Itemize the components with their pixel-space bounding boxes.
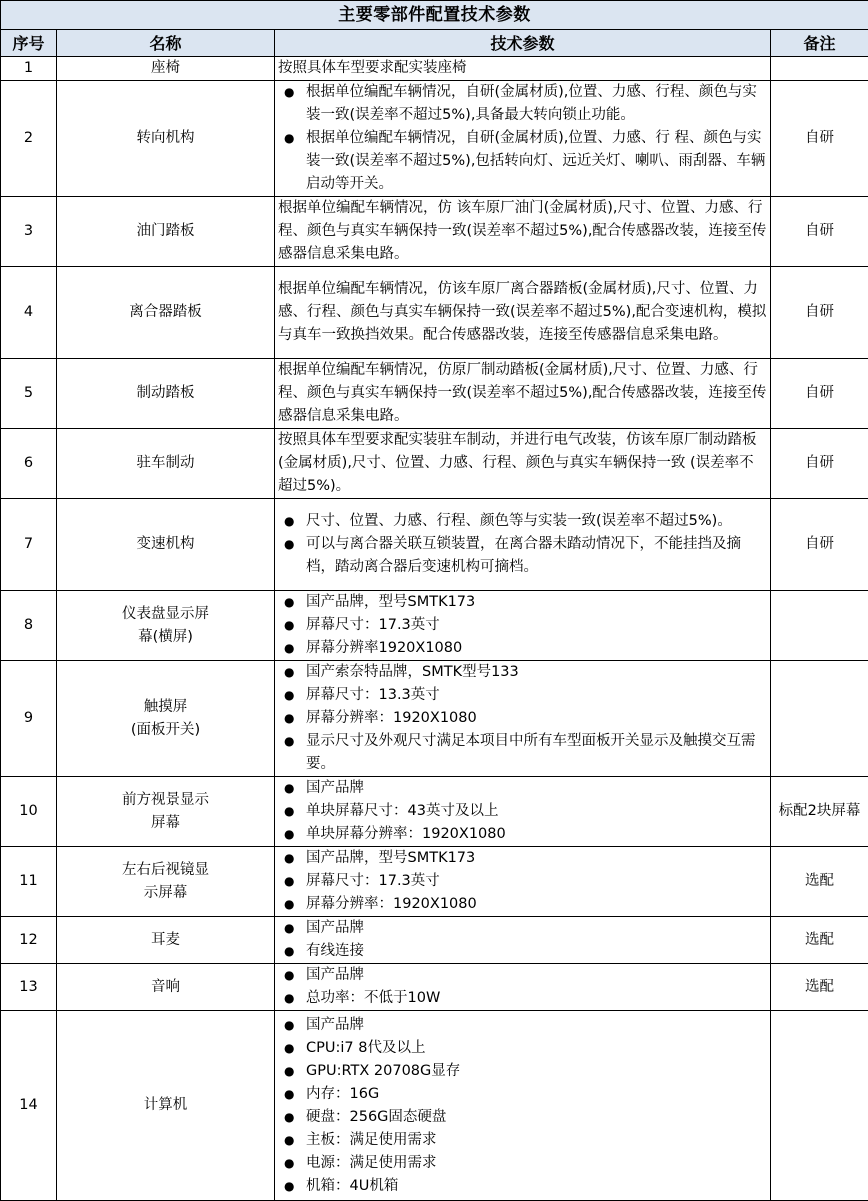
param-text: 根据单位编配车辆情况，仿该车原厂离合器踏板(金属材质),尺寸、位置、力感、行程、颜色与真实车辆保持一致(误差率不超过5%),配合变速机构，模拟与真车一致换挡效果。配合传感器改装，连接至传感器信息采集电路。 [278, 281, 766, 343]
table-row [1, 57, 868, 81]
row-number: 7 [1, 499, 57, 591]
table-row [1, 81, 868, 197]
param-list-item [306, 870, 767, 893]
table-row [1, 591, 868, 661]
row-number: 8 [1, 591, 57, 661]
bullet-icon: ● [284, 707, 294, 730]
param-text: 单块屏幕分辨率：1920X1080 [306, 826, 506, 842]
param-list-item [306, 893, 767, 916]
param-list-item [306, 81, 767, 127]
table-row [1, 1011, 868, 1201]
param-text: 有线连接 [306, 943, 364, 959]
bullet-icon: ● [284, 533, 294, 556]
bullet-icon: ● [284, 917, 294, 940]
component-name-line: 仪表盘显示屏 [60, 603, 271, 626]
note: 自研 [771, 81, 868, 197]
tech-params [275, 777, 771, 847]
row-number: 11 [1, 847, 57, 917]
param-list-item [306, 1037, 767, 1060]
param-text: 国产品牌 [306, 967, 364, 983]
component-name-line: 转向机构 [60, 127, 271, 150]
note [771, 57, 868, 81]
note: 自研 [771, 429, 868, 499]
component-name [57, 197, 275, 267]
component-name [57, 777, 275, 847]
param-text: 屏幕尺寸：17.3英寸 [306, 617, 440, 633]
row-number: 5 [1, 359, 57, 429]
param-text: 国产品牌 [306, 780, 364, 796]
component-name-line: 触摸屏 [60, 696, 271, 719]
row-number: 3 [1, 197, 57, 267]
bullet-icon: ● [284, 1175, 294, 1198]
tech-params [275, 429, 771, 499]
table-row [1, 499, 868, 591]
tech-params [275, 917, 771, 964]
component-name [57, 267, 275, 359]
tech-params [275, 81, 771, 197]
table-row [1, 964, 868, 1011]
component-name-line: 示屏幕 [60, 882, 271, 905]
row-number: 13 [1, 964, 57, 1011]
row-number: 10 [1, 777, 57, 847]
param-list-item [306, 800, 767, 823]
table-row [1, 267, 868, 359]
component-name-line: 制动踏板 [60, 382, 271, 405]
param-list-item [306, 614, 767, 637]
param-text: 根据单位编配车辆情况，自研(金属材质),位置、力感、行程、颜色与实装一致(误差率不超过5%),具备最大转向锁止功能。 [306, 84, 757, 123]
bullet-icon: ● [284, 1014, 294, 1037]
bullet-icon: ● [284, 800, 294, 823]
component-name-line: 耳麦 [60, 929, 271, 952]
param-text: 电源：满足使用需求 [306, 1155, 437, 1171]
param-text: GPU:RTX 20708G显存 [306, 1063, 460, 1079]
param-list [278, 510, 767, 579]
component-name [57, 964, 275, 1011]
bullet-icon: ● [284, 510, 294, 533]
param-text: 主板：满足使用需求 [306, 1132, 437, 1148]
row-number: 4 [1, 267, 57, 359]
param-list [278, 847, 767, 916]
tech-params [275, 964, 771, 1011]
component-name [57, 917, 275, 964]
component-name [57, 591, 275, 661]
component-name-line: 左右后视镜显 [60, 859, 271, 882]
tech-params [275, 359, 771, 429]
bullet-icon: ● [284, 964, 294, 987]
param-list-item [306, 847, 767, 870]
param-text: 国产品牌 [306, 1017, 364, 1033]
note: 选配 [771, 964, 868, 1011]
param-list-item [306, 1014, 767, 1037]
component-name-line: 变速机构 [60, 533, 271, 556]
param-text: 可以与离合器关联互锁装置，在离合器未踏动情况下，不能挂挡及摘档，踏动离合器后变速机构可摘档。 [306, 536, 741, 575]
param-list-item [306, 591, 767, 614]
bullet-icon: ● [284, 730, 294, 753]
header-no: 序号 [1, 30, 57, 57]
bullet-icon: ● [284, 987, 294, 1010]
param-list-item [306, 1060, 767, 1083]
param-text: 显示尺寸及外观尺寸满足本项目中所有车型面板开关显示及触摸交互需要。 [306, 733, 756, 772]
component-name-line: 计算机 [60, 1094, 271, 1117]
bullet-icon: ● [284, 1037, 294, 1060]
component-name [57, 359, 275, 429]
param-list [278, 661, 767, 776]
param-list-item [306, 127, 767, 196]
bullet-icon: ● [284, 940, 294, 963]
param-text: 根据单位编配车辆情况，仿 该车原厂油门(金属材质),尺寸、位置、力感、行程、颜色与真实车辆保持一致(误差率不超过5%),配合传感器改装，连接至传感器信息采集电路。 [278, 200, 766, 262]
param-list-item [306, 1106, 767, 1129]
bullet-icon: ● [284, 661, 294, 684]
param-text: 内存：16G [306, 1086, 379, 1102]
row-number: 12 [1, 917, 57, 964]
header-note: 备注 [771, 30, 868, 57]
param-text: 国产品牌，型号SMTK173 [306, 594, 475, 610]
param-list-item [306, 707, 767, 730]
param-list-item [306, 533, 767, 579]
param-list [278, 917, 767, 963]
component-name-line: 幕(横屏) [60, 626, 271, 649]
component-name-line: 座椅 [60, 57, 271, 80]
bullet-icon: ● [284, 870, 294, 893]
param-list-item [306, 1152, 767, 1175]
bullet-icon: ● [284, 637, 294, 660]
row-number: 9 [1, 661, 57, 777]
param-list-item [306, 1083, 767, 1106]
note: 自研 [771, 197, 868, 267]
param-text: 按照具体车型要求配实装座椅 [278, 60, 467, 76]
bullet-icon: ● [284, 1152, 294, 1175]
param-text: 屏幕分辨率1920X1080 [306, 640, 462, 656]
param-list-item [306, 1175, 767, 1198]
param-text: 屏幕尺寸：13.3英寸 [306, 687, 440, 703]
param-list-item [306, 1129, 767, 1152]
bullet-icon: ● [284, 1129, 294, 1152]
param-list-item [306, 940, 767, 963]
param-list-item [306, 637, 767, 660]
row-number: 6 [1, 429, 57, 499]
component-name-line: 屏幕 [60, 812, 271, 835]
table-row [1, 777, 868, 847]
tech-params [275, 847, 771, 917]
param-text: 国产索奈特品牌，SMTK型号133 [306, 664, 519, 680]
param-list-item [306, 823, 767, 846]
note [771, 591, 868, 661]
tech-params [275, 197, 771, 267]
table-row [1, 847, 868, 917]
component-name [57, 57, 275, 81]
param-list-item [306, 661, 767, 684]
tech-params [275, 661, 771, 777]
param-list-item [306, 917, 767, 940]
note: 自研 [771, 267, 868, 359]
param-text: 硬盘：256G固态硬盘 [306, 1109, 446, 1125]
tech-params [275, 591, 771, 661]
table-row [1, 429, 868, 499]
param-list [278, 81, 767, 196]
param-text: 屏幕分辨率：1920X1080 [306, 710, 477, 726]
header-name: 名称 [57, 30, 275, 57]
component-name [57, 1011, 275, 1201]
bullet-icon: ● [284, 684, 294, 707]
component-name [57, 81, 275, 197]
param-list-item [306, 684, 767, 707]
component-name [57, 661, 275, 777]
param-list [278, 964, 767, 1010]
param-list-item [306, 987, 767, 1010]
bullet-icon: ● [284, 1106, 294, 1129]
note: 选配 [771, 847, 868, 917]
row-number: 14 [1, 1011, 57, 1201]
note: 自研 [771, 359, 868, 429]
note: 标配2块屏幕 [771, 777, 868, 847]
component-name-line: 前方视景显示 [60, 789, 271, 812]
bullet-icon: ● [284, 823, 294, 846]
note [771, 1011, 868, 1201]
param-text: 根据单位编配车辆情况，仿原厂制动踏板(金属材质),尺寸、位置、力感、行程、颜色与真实车辆保持一致(误差率不超过5%),配合传感器改装，连接至传感器信息采集电路。 [278, 362, 766, 424]
component-name [57, 847, 275, 917]
component-name-line: 油门踏板 [60, 220, 271, 243]
param-list [278, 591, 767, 660]
param-list [278, 1014, 767, 1198]
note: 自研 [771, 499, 868, 591]
table-row [1, 359, 868, 429]
row-number: 1 [1, 57, 57, 81]
bullet-icon: ● [284, 777, 294, 800]
bullet-icon: ● [284, 1083, 294, 1106]
component-name [57, 429, 275, 499]
param-list-item [306, 510, 767, 533]
tech-params [275, 1011, 771, 1201]
bullet-icon: ● [284, 893, 294, 916]
param-list-item [306, 777, 767, 800]
bullet-icon: ● [284, 614, 294, 637]
param-text: CPU:i7 8代及以上 [306, 1040, 425, 1056]
component-name-line: 驻车制动 [60, 452, 271, 475]
param-text: 国产品牌，型号SMTK173 [306, 850, 475, 866]
table-title: 主要零部件配置技术参数 [1, 1, 868, 30]
param-text: 机箱：4U机箱 [306, 1178, 398, 1194]
param-text: 尺寸、位置、力感、行程、颜色等与实装一致(误差率不超过5%)。 [306, 513, 732, 529]
param-text: 根据单位编配车辆情况，自研(金属材质),位置、力感、行 程、颜色与实装一致(误差率不超过5%),包括转向灯、远近关灯、喇叭、雨刮器、车辆启动等开关。 [306, 130, 765, 192]
tech-params [275, 267, 771, 359]
row-number: 2 [1, 81, 57, 197]
param-list-item [306, 964, 767, 987]
tech-params [275, 57, 771, 81]
bullet-icon: ● [284, 81, 294, 104]
header-row [1, 30, 868, 57]
table-row [1, 197, 868, 267]
table-row [1, 661, 868, 777]
table-row [1, 917, 868, 964]
param-text: 单块屏幕尺寸：43英寸及以上 [306, 803, 498, 819]
param-list [278, 777, 767, 846]
bullet-icon: ● [284, 847, 294, 870]
bullet-icon: ● [284, 127, 294, 150]
component-name-line: (面板开关) [60, 719, 271, 742]
param-text: 屏幕分辨率：1920X1080 [306, 896, 477, 912]
param-text: 按照具体车型要求配实装驻车制动，并进行电气改装，仿该车原厂制动踏板(金属材质),尺寸、位置、力感、行程、颜色与真实车辆保持一致 (误差率不超过5%)。 [278, 432, 757, 494]
param-text: 国产品牌 [306, 920, 364, 936]
tech-params [275, 499, 771, 591]
table-body [1, 57, 868, 1201]
bullet-icon: ● [284, 1060, 294, 1083]
note: 选配 [771, 917, 868, 964]
param-text: 屏幕尺寸：17.3英寸 [306, 873, 440, 889]
header-params: 技术参数 [275, 30, 771, 57]
param-list-item [306, 730, 767, 776]
bullet-icon: ● [284, 591, 294, 614]
component-name-line: 离合器踏板 [60, 301, 271, 324]
component-name [57, 499, 275, 591]
note [771, 661, 868, 777]
param-text: 总功率：不低于10W [306, 990, 440, 1006]
component-name-line: 音响 [60, 976, 271, 999]
